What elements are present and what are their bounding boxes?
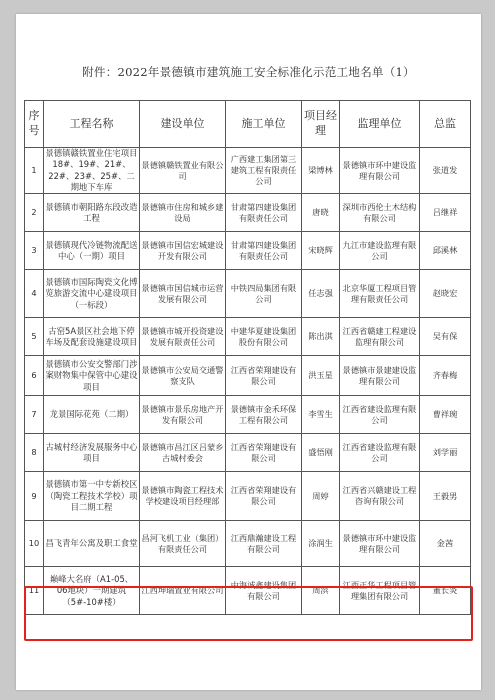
cell-no: 2 [25, 194, 44, 232]
header-builder: 建设单位 [140, 101, 226, 148]
cell-chief: 赵晓宏 [420, 270, 471, 318]
cell-constructor: 江西省荣翔建设有限公司 [226, 434, 302, 472]
cell-constructor: 江西省荣翔建设有限公司 [226, 472, 302, 521]
table-header-row [25, 101, 471, 148]
cell-supervisor: 江西省建设监理有限公司 [340, 434, 420, 472]
cell-constructor: 中建华夏建设集团股份有限公司 [226, 318, 302, 356]
cell-chief: 邱溪林 [420, 232, 471, 270]
cell-builder: 景德镇市城开投资建设发展有限责任公司 [140, 318, 226, 356]
cell-supervisor: 景德镇市环中建设监理有限公司 [340, 521, 420, 567]
cell-supervisor: 深圳市西伦土木结构有限公司 [340, 194, 420, 232]
cell-chief: 齐春梅 [420, 356, 471, 396]
cell-chief: 董长炎 [420, 567, 471, 615]
cell-manager: 陈出淇 [302, 318, 340, 356]
cell-no: 5 [25, 318, 44, 356]
cell-builder: 江西坤瑞置业有限公司 [140, 567, 226, 615]
cell-manager: 周滨 [302, 567, 340, 615]
cell-chief: 王毅男 [420, 472, 471, 521]
cell-no: 1 [25, 148, 44, 194]
cell-project: 古城村经济发展服务中心项目 [44, 434, 140, 472]
cell-no: 11 [25, 567, 44, 615]
cell-constructor: 甘肃第四建设集团有限责任公司 [226, 232, 302, 270]
table-row [25, 396, 471, 434]
cell-project: 景德镇市国际陶瓷文化博览旅游交流中心建设项目（一标段） [44, 270, 140, 318]
cell-chief: 吕继祥 [420, 194, 471, 232]
table-row [25, 318, 471, 356]
table-row [25, 472, 471, 521]
cell-builder: 景德镇市国信城市运营发展有限公司 [140, 270, 226, 318]
table-row [25, 194, 471, 232]
cell-project: 景德镇市朝阳路东段改造工程 [44, 194, 140, 232]
cell-builder: 景德镇赣铁置业有限公司 [140, 148, 226, 194]
cell-project: 景德镇市第一中专新校区（陶瓷工程技术学校）项目二期工程 [44, 472, 140, 521]
cell-manager: 涂润生 [302, 521, 340, 567]
cell-builder: 景德镇市公安局交通警察支队 [140, 356, 226, 396]
cell-constructor: 广西建工集团第三建筑工程有限责任公司 [226, 148, 302, 194]
cell-no: 9 [25, 472, 44, 521]
table-row [25, 434, 471, 472]
cell-project: 景德镇现代冷链物流配送中心（一期）项目 [44, 232, 140, 270]
table-row [25, 148, 471, 194]
cell-constructor: 江西鼎瀚建设工程有限公司 [226, 521, 302, 567]
cell-no: 7 [25, 396, 44, 434]
cell-builder: 景德镇市昌江区吕蒙乡古城村委会 [140, 434, 226, 472]
demo-site-table [24, 100, 471, 615]
cell-no: 3 [25, 232, 44, 270]
cell-manager: 任志强 [302, 270, 340, 318]
cell-builder: 昌河飞机工业（集团）有限责任公司 [140, 521, 226, 567]
cell-constructor: 江西省荣翔建设有限公司 [226, 356, 302, 396]
table-row [25, 232, 471, 270]
header-manager: 项目经理 [302, 101, 340, 148]
cell-supervisor: 江西省建设监理有限公司 [340, 396, 420, 434]
cell-supervisor: 江西正华工程项目管理集团有限公司 [340, 567, 420, 615]
cell-manager: 周婷 [302, 472, 340, 521]
cell-no: 6 [25, 356, 44, 396]
cell-constructor: 中铁四局集团有限公司 [226, 270, 302, 318]
document-title: 附件：2022年景德镇市建筑施工安全标准化示范工地名单（1） [82, 65, 415, 79]
header-project: 工程名称 [44, 101, 140, 148]
cell-builder: 景德镇市陶瓷工程技术学校建设项目经理部 [140, 472, 226, 521]
table-row [25, 270, 471, 318]
cell-constructor: 景德镇市金禾环保工程有限公司 [226, 396, 302, 434]
cell-supervisor: 九江市建设监理有限公司 [340, 232, 420, 270]
cell-chief: 吴有保 [420, 318, 471, 356]
cell-chief: 张道发 [420, 148, 471, 194]
cell-supervisor: 景德镇市景建建设监理有限公司 [340, 356, 420, 396]
cell-manager: 李雪生 [302, 396, 340, 434]
cell-manager: 唐晓 [302, 194, 340, 232]
cell-supervisor: 北京华厦工程项目管理有限责任公司 [340, 270, 420, 318]
cell-manager: 盛悟刚 [302, 434, 340, 472]
cell-supervisor: 江西省赣建工程建设监理有限公司 [340, 318, 420, 356]
header-chief: 总监 [420, 101, 471, 148]
table-row [25, 356, 471, 396]
cell-chief: 刘学丽 [420, 434, 471, 472]
cell-manager: 梁博林 [302, 148, 340, 194]
cell-no: 10 [25, 521, 44, 567]
header-constructor: 施工单位 [226, 101, 302, 148]
cell-project: 景德镇赣铁置业住宅项目18#、19#、21#、22#、23#、25#、二期地下车库 [45, 148, 138, 193]
cell-manager: 宋晓辉 [302, 232, 340, 270]
cell-no: 8 [25, 434, 44, 472]
cell-chief: 金茜 [420, 521, 471, 567]
cell-supervisor: 景德镇市环中建设监理有限公司 [340, 148, 420, 194]
cell-project: 昌飞青年公寓及职工食堂 [44, 521, 140, 567]
cell-supervisor: 江西省兴赣建设工程咨询有限公司 [340, 472, 420, 521]
cell-project: 古窑5A景区社会地下停车场及配套设施建设项目 [44, 318, 140, 356]
highlight-box [24, 586, 473, 641]
cell-chief: 曹祥琬 [420, 396, 471, 434]
cell-project: 龙景国际花苑（二期） [44, 396, 140, 434]
header-no: 序号 [25, 101, 44, 148]
header-supervisor: 监理单位 [340, 101, 420, 148]
cell-builder: 景德镇市国信宏城建设开发有限公司 [140, 232, 226, 270]
table-row [25, 521, 471, 567]
cell-project: 巅峰大名府（A1-05、06地块）一期建筑（5#-10#楼） [44, 567, 140, 615]
cell-builder: 景德镇市住房和城乡建设局 [140, 194, 226, 232]
cell-builder: 景德镇市景乐房地产开发有限公司 [140, 396, 226, 434]
cell-no: 4 [25, 270, 44, 318]
cell-project: 景德镇市公安交警部门涉案财物集中保管中心建设项目 [44, 356, 140, 396]
cell-constructor: 甘肃第四建设集团有限责任公司 [226, 194, 302, 232]
cell-constructor: 中海诚鑫建设集团有限公司 [226, 567, 302, 615]
cell-manager: 洪玉星 [302, 356, 340, 396]
